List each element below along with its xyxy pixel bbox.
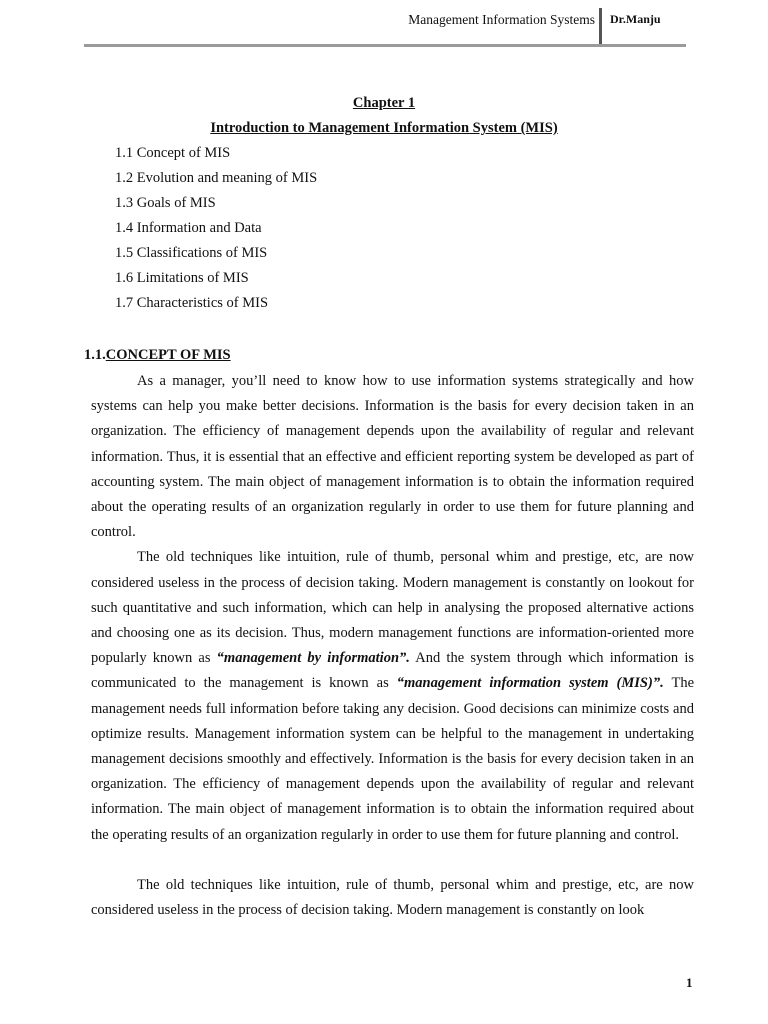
- paragraph: As a manager, you’ll need to know how to use information systems strategically and how systems can help you make better decisions. Information is the basis for every decision taken in an organization. The efficiency of management depends upon the availability of regular and relevant information. Thus, it is essential that an effective and efficient reporting system be developed as part of accounting system. The main object of management information is to obtain the information required about the operating results of an organization regularly in order to use them for future planning and control.: [91, 373, 694, 541]
- section-number: 1.1.: [84, 347, 106, 363]
- toc-item: 1.7 Characteristics of MIS: [115, 295, 269, 311]
- paragraph-text: The management needs full information before taking any decision. Good decisions can minimize costs and optimize results. Management information system can be helpful to the management in undertaking management decisions smoothly and effectively. Information is the basis for every decision taken in an organization. The efficiency of management depends upon the availability of regular and relevant information. The main object of management information is to obtain the information required about the operating results of an organization regularly in order to use them for future planning and control.: [91, 675, 694, 843]
- header-author: Dr.Manju: [610, 12, 661, 26]
- running-header: [84, 8, 687, 46]
- toc-item: 1.6 Limitations of MIS: [115, 270, 249, 286]
- paragraph-text: And the system through which information is communicated to the management is known as: [91, 650, 694, 692]
- body-text: [91, 369, 694, 923]
- chapter-subtitle: Introduction to Management Information System (MIS): [210, 120, 558, 136]
- emphasis-term: “management information system (MIS)”.: [396, 675, 664, 692]
- toc-item: 1.3 Goals of MIS: [115, 195, 216, 211]
- header-divider: [599, 8, 602, 45]
- table-of-contents: [115, 143, 317, 318]
- section-title: CONCEPT OF MIS: [105, 347, 231, 363]
- toc-item: 1.2 Evolution and meaning of MIS: [115, 170, 318, 186]
- header-rule: [84, 44, 686, 47]
- toc-item: 1.1 Concept of MIS: [115, 145, 231, 161]
- toc-item: 1.5 Classifications of MIS: [115, 245, 268, 261]
- toc-item: 1.4 Information and Data: [115, 220, 262, 236]
- section-heading: [84, 345, 231, 365]
- page-number: 1: [686, 975, 693, 990]
- paragraph: The old techniques like intuition, rule of thumb, personal whim and prestige, etc, are now considered useless in the process of decision taking. Modern management is constantly on look: [91, 876, 694, 919]
- paragraph-text: The old techniques like intuition, rule of thumb, personal whim and prestige, etc, are now considered useless in the process of decision taking. Modern management is constantly on lookout for such quantitative and such information, which can help in analysing the proposed alternative actions and choosing one as its decision. Thus, modern management functions are information-oriented more popularly known as: [91, 549, 694, 667]
- paragraph: [91, 545, 694, 847]
- chapter-heading: Chapter 1: [352, 95, 416, 111]
- emphasis-term: “management by information”.: [216, 650, 410, 667]
- header-title: Management Information Systems: [408, 12, 595, 27]
